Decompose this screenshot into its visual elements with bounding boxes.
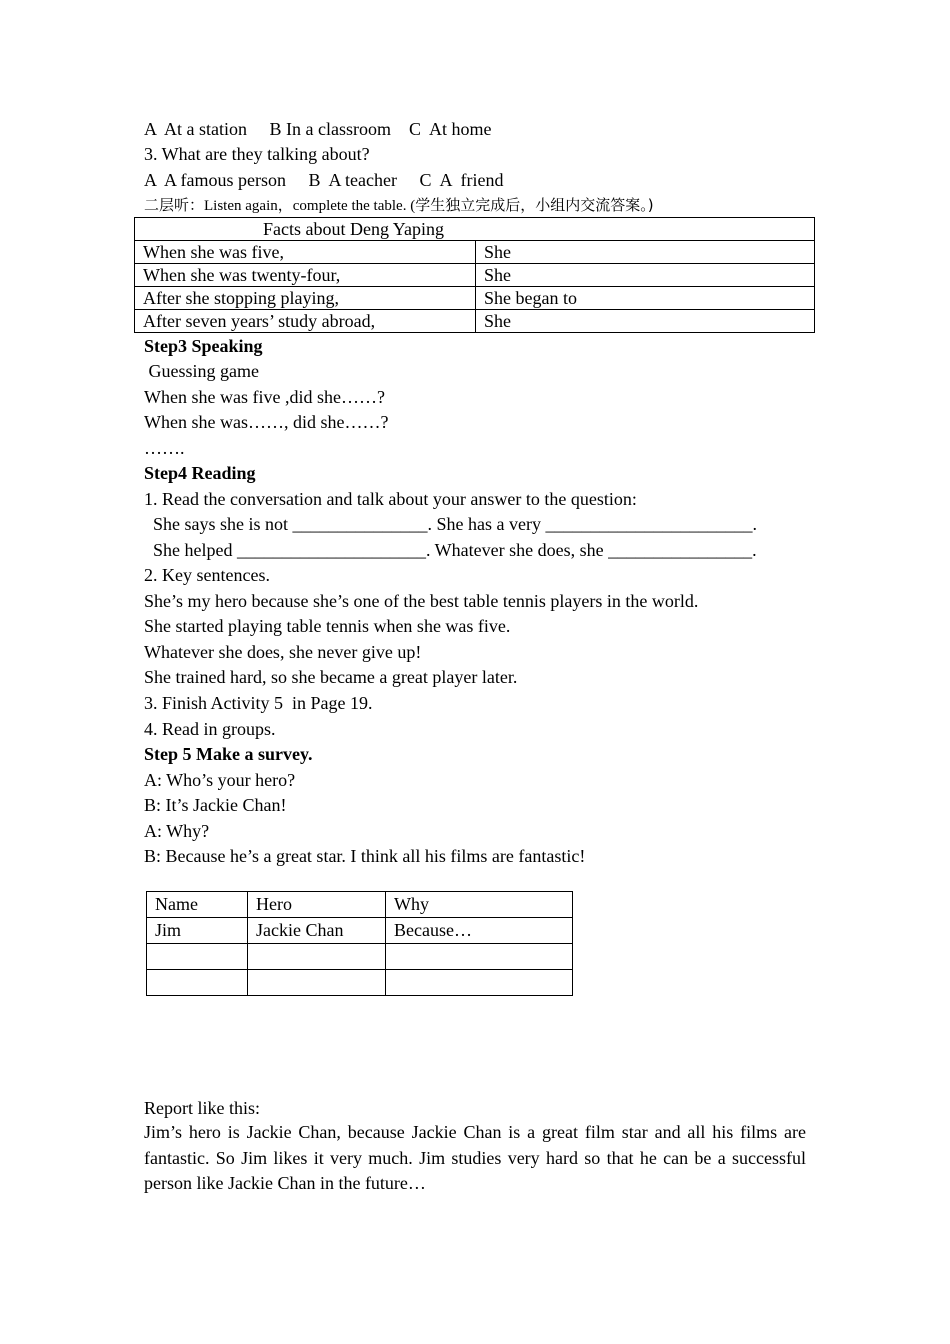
facts-cell-left: When she was twenty-four, bbox=[135, 264, 476, 287]
survey-header-cell: Why bbox=[386, 892, 573, 918]
survey-cell: Jim bbox=[147, 918, 248, 944]
survey-cell bbox=[386, 944, 573, 970]
step4-line: 4. Read in groups. bbox=[144, 719, 276, 739]
q3-question: 3. What are they talking about? bbox=[144, 144, 370, 164]
facts-cell-right: She began to bbox=[476, 287, 815, 310]
survey-cell bbox=[248, 944, 386, 970]
step5-line: A: Who’s your hero? bbox=[144, 770, 296, 790]
table-row bbox=[135, 287, 815, 310]
table-row bbox=[147, 970, 573, 996]
listen-english: Listen again，complete the table. ( bbox=[204, 198, 416, 214]
listen-again-instruction bbox=[144, 194, 654, 217]
step4-line: She’s my hero because she’s one of the best table tennis players in the world. bbox=[144, 591, 699, 611]
table-row bbox=[147, 892, 573, 918]
table-row bbox=[135, 310, 815, 333]
q3-options: A A famous person B A teacher C A friend bbox=[144, 170, 504, 190]
step4-line: She helped _____________________. Whatever she does, she ________________. bbox=[144, 540, 757, 560]
listen-prefix: 二层听： bbox=[144, 196, 205, 214]
step3-line: Guessing game bbox=[144, 361, 259, 381]
survey-cell bbox=[386, 970, 573, 996]
step4-line: She says she is not _______________. She has a very _______________________. bbox=[144, 514, 757, 534]
step4-heading: Step4 Reading bbox=[144, 463, 256, 483]
step3-line: When she was five ,did she……? bbox=[144, 387, 385, 407]
step5-line: A: Why? bbox=[144, 821, 210, 841]
facts-table bbox=[134, 217, 815, 333]
facts-cell-left: When she was five, bbox=[135, 241, 476, 264]
survey-cell: Jackie Chan bbox=[248, 918, 386, 944]
listen-suffix: 学生独立完成后，小组内交流答案。) bbox=[415, 196, 654, 214]
step4-line: Whatever she does, she never give up! bbox=[144, 642, 422, 662]
step4-line: She trained hard, so she became a great player later. bbox=[144, 667, 518, 687]
survey-cell bbox=[147, 944, 248, 970]
step4-line: 2. Key sentences. bbox=[144, 565, 270, 585]
facts-cell-right: She bbox=[476, 264, 815, 287]
facts-cell-right: She bbox=[476, 310, 815, 333]
step4-line: She started playing table tennis when she was five. bbox=[144, 616, 511, 636]
facts-cell-left: After she stopping playing, bbox=[135, 287, 476, 310]
table-row bbox=[147, 944, 573, 970]
step4-line: 1. Read the conversation and talk about your answer to the question: bbox=[144, 489, 637, 509]
table-row bbox=[135, 241, 815, 264]
survey-cell bbox=[248, 970, 386, 996]
step3-line: ……. bbox=[144, 438, 185, 458]
step5-line: B: Because he’s a great star. I think all his films are fantastic! bbox=[144, 846, 586, 866]
survey-header-cell: Name bbox=[147, 892, 248, 918]
q2-options: A At a station B In a classroom C At home bbox=[144, 119, 492, 139]
survey-table bbox=[146, 891, 573, 996]
survey-cell: Because… bbox=[386, 918, 573, 944]
table-row bbox=[147, 918, 573, 944]
report-paragraph: Jim’s hero is Jackie Chan, because Jackie Chan is a great film star and all his films are fantastic. So Jim likes it very much. Jim studies very hard so that he can be a successful person like Jackie Chan in the future… bbox=[144, 1122, 806, 1193]
report-label: Report like this: bbox=[144, 1098, 260, 1118]
step5-heading: Step 5 Make a survey. bbox=[144, 744, 313, 764]
step4-line: 3. Finish Activity 5 in Page 19. bbox=[144, 693, 373, 713]
step3-heading: Step3 Speaking bbox=[144, 336, 263, 356]
survey-header-cell: Hero bbox=[248, 892, 386, 918]
step3-line: When she was……, did she……? bbox=[144, 412, 389, 432]
survey-cell bbox=[147, 970, 248, 996]
step5-line: B: It’s Jackie Chan! bbox=[144, 795, 287, 815]
facts-cell-right: She bbox=[476, 241, 815, 264]
facts-cell-left: After seven years’ study abroad, bbox=[135, 310, 476, 333]
facts-header: Facts about Deng Yaping bbox=[135, 218, 815, 241]
table-row bbox=[135, 264, 815, 287]
